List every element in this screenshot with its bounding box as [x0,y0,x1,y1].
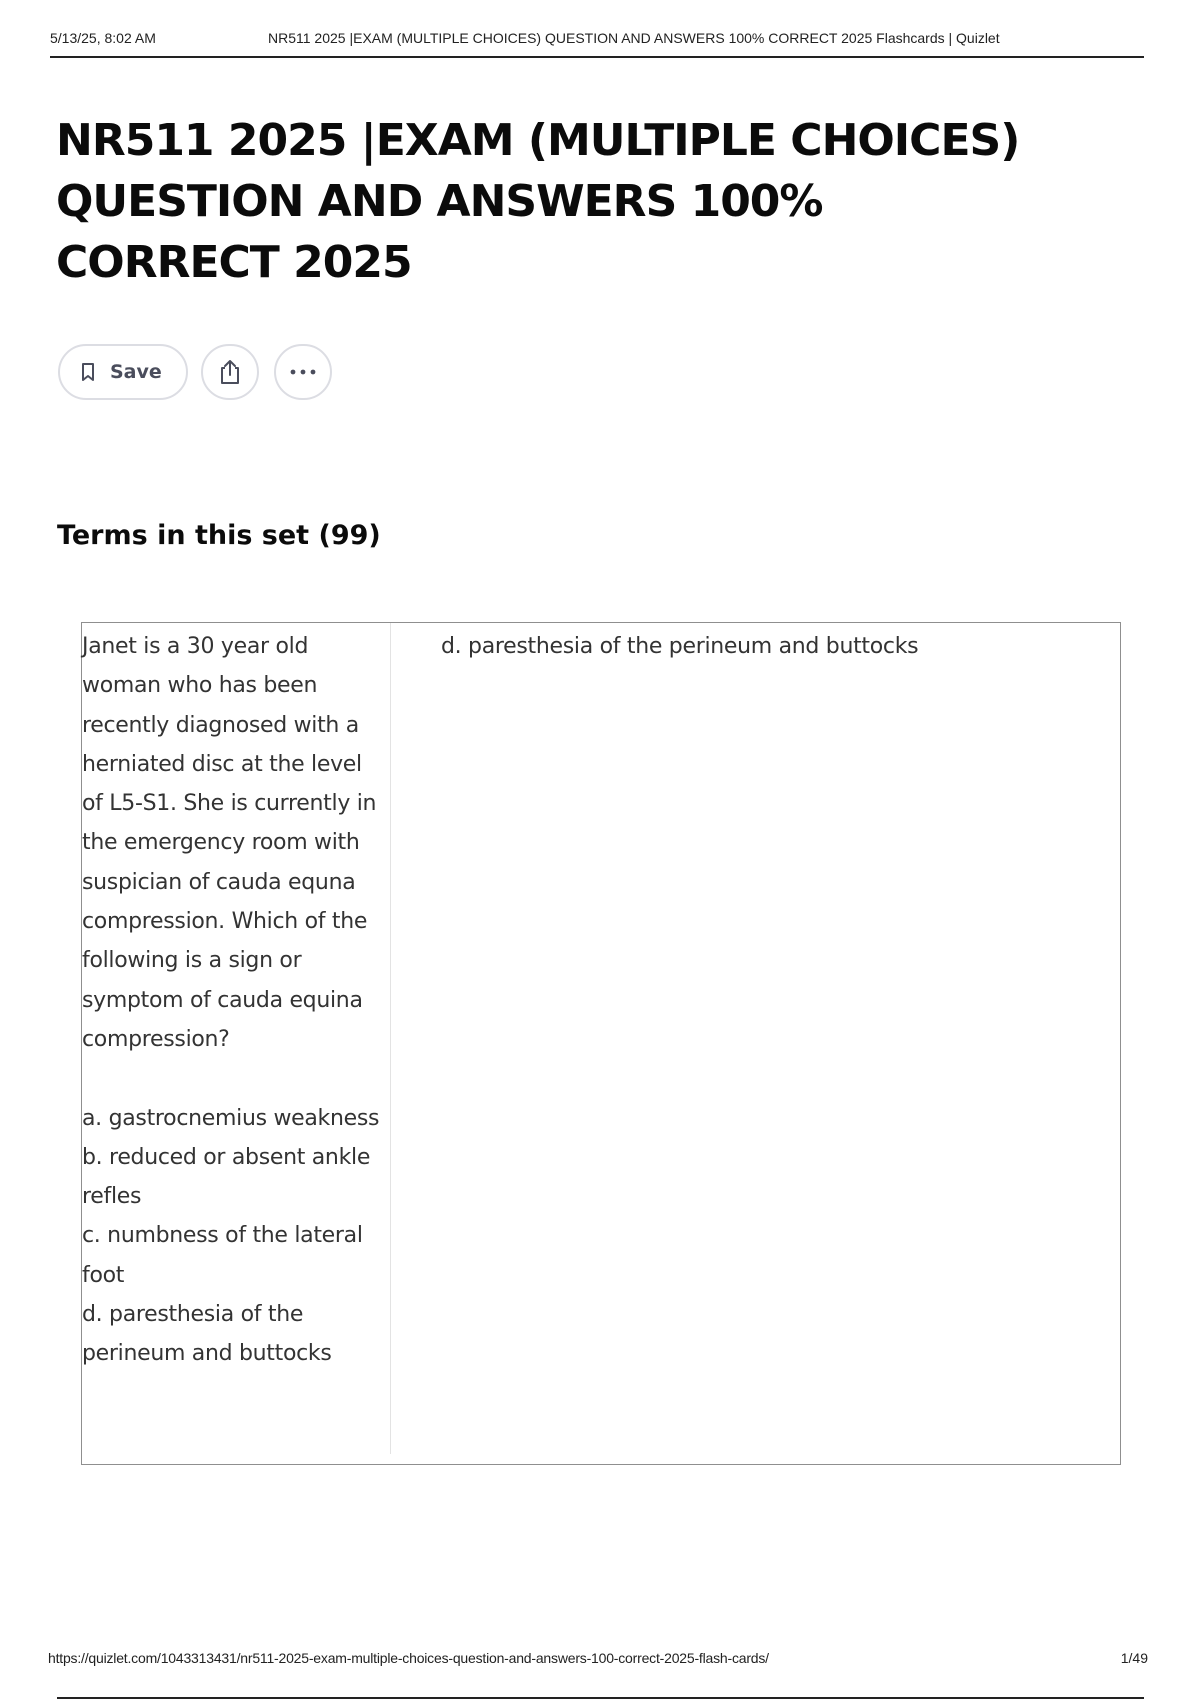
print-document-title: NR511 2025 |EXAM (MULTIPLE CHOICES) QUESTION AND ANSWERS 100% CORRECT 2025 Flashcards | Quizlet [268,30,1000,46]
terms-heading: Terms in this set (99) [57,520,381,551]
print-header [50,30,1144,58]
set-title: NR511 2025 |EXAM (MULTIPLE CHOICES) QUESTION AND ANSWERS 100% CORRECT 2025 [56,115,1020,288]
share-button[interactable] [201,344,259,400]
page-number: 1/49 [1120,1650,1148,1666]
save-button-label: Save [110,361,162,383]
more-icon [290,369,316,375]
footer-divider [57,1697,1144,1699]
bookmark-icon [80,362,96,382]
flashcard [81,622,1121,1465]
flashcard-term: Janet is a 30 year old woman who has been recently diagnosed with a herniated disc at the level of L5-S1. She is currently in the emergency room with suspician of cauda equna compression. Which of the following is a sign or symptom of cauda equina compression? a. gastrocnemius weakness b. reduced or absent ankle refles c. numbness of the lateral foot d. paresthesia of the perineum and buttocks [82,634,380,1367]
flashcard-divider [390,623,391,1454]
share-icon [218,359,242,385]
flashcard-definition: d. paresthesia of the perineum and buttocks [441,634,919,659]
more-options-button[interactable] [274,344,332,400]
save-button[interactable] [58,344,188,400]
print-url: https://quizlet.com/1043313431/nr511-2025-exam-multiple-choices-question-and-answers-100-correct-2025-flash-cards/ [48,1650,769,1666]
print-date: 5/13/25, 8:02 AM [50,30,156,46]
